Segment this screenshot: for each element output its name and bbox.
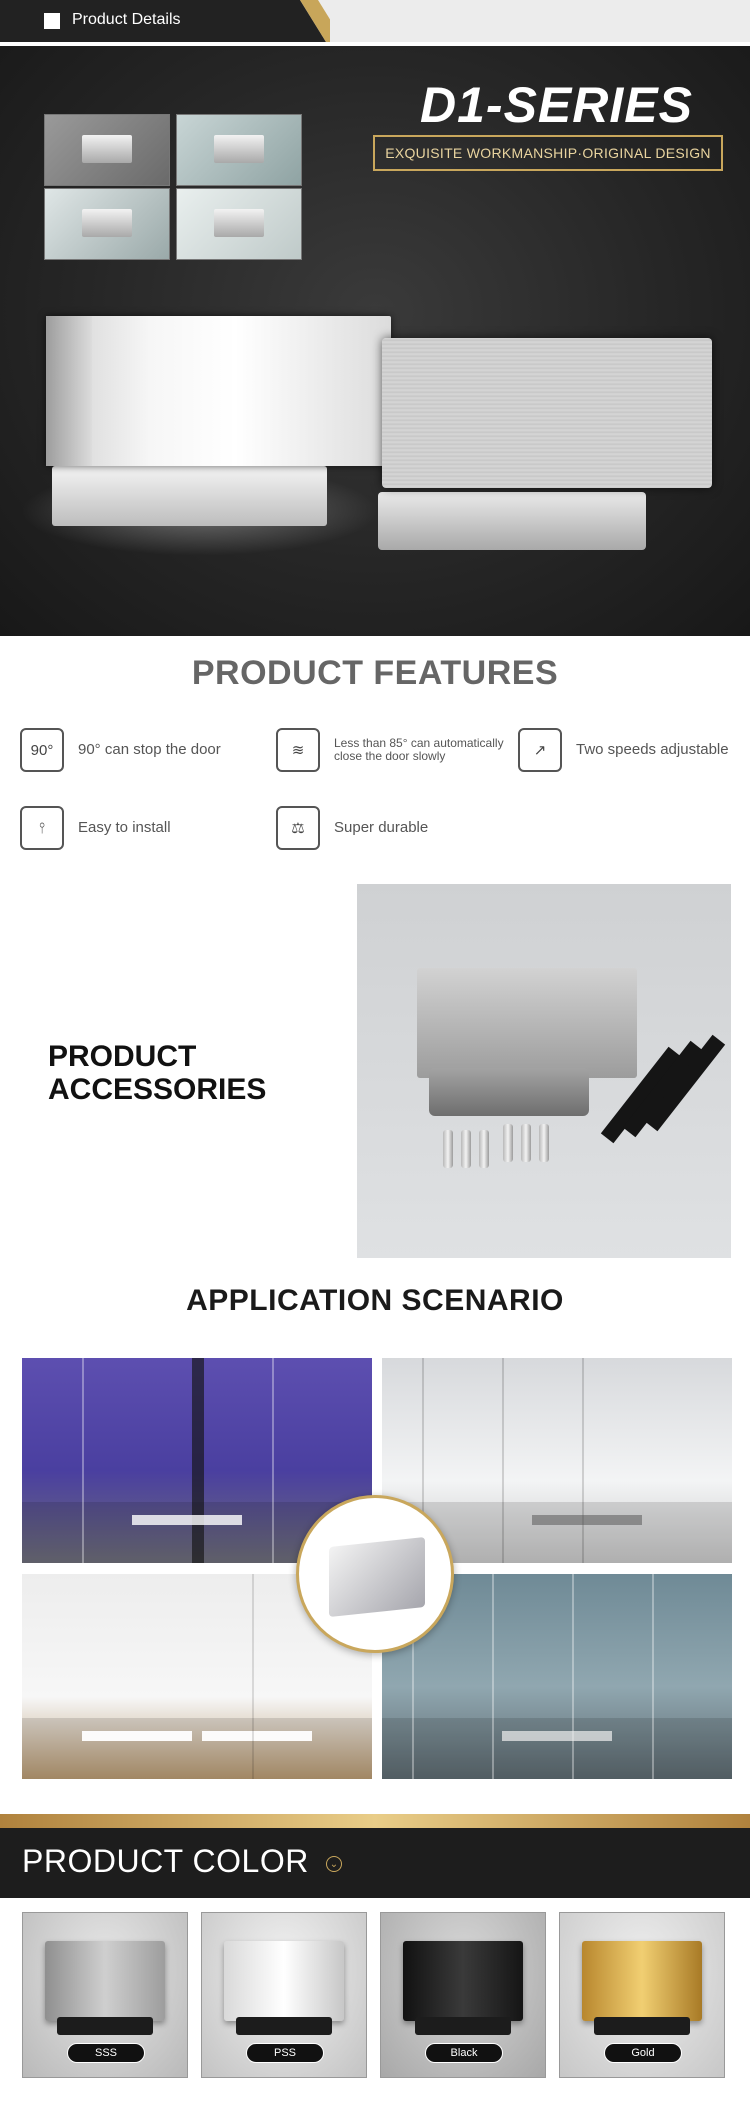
feature-item <box>20 806 171 850</box>
accessory-screw <box>503 1124 513 1162</box>
product-badge-image <box>329 1537 425 1617</box>
hero-tagline-text: EXQUISITE WORKMANSHIP·ORIGINAL DESIGN <box>385 145 711 161</box>
hero-thumbnail <box>44 114 170 186</box>
color-option-sss[interactable] <box>22 1912 188 2078</box>
top-tab-bar <box>0 0 750 42</box>
product-image-polished <box>46 316 391 466</box>
color-label: PSS <box>246 2043 324 2063</box>
hero-thumbnail <box>176 188 302 260</box>
color-label: SSS <box>67 2043 145 2063</box>
product-image <box>224 1941 344 2021</box>
tab-label: Product Details <box>72 11 181 28</box>
weight-icon: ⚖ <box>276 806 320 850</box>
chevron-down-icon: ⌄ <box>326 1856 342 1872</box>
accessories-photo <box>357 884 731 1258</box>
color-option-black[interactable] <box>380 1912 546 2078</box>
screwdriver-icon: ⫯ <box>20 806 64 850</box>
accessories-title-line2: ACCESSORIES <box>48 1073 267 1106</box>
accessory-screw <box>461 1130 471 1168</box>
product-image-base <box>236 2017 332 2035</box>
product-image-base <box>57 2017 153 2035</box>
hero-tagline <box>373 135 723 171</box>
hero-title: D1-SERIES <box>420 77 693 133</box>
accessory-cover-plate <box>429 1068 589 1116</box>
hero-banner <box>0 46 750 636</box>
product-image-base <box>415 2017 511 2035</box>
product-image <box>403 1941 523 2021</box>
feature-item <box>20 728 221 772</box>
product-image-side <box>46 316 92 466</box>
accessory-screw <box>479 1130 489 1168</box>
product-image <box>45 1941 165 2021</box>
hero-thumbnail <box>44 188 170 260</box>
product-image <box>582 1941 702 2021</box>
color-label: Gold <box>604 2043 682 2063</box>
accessory-screw <box>443 1130 453 1168</box>
color-option-gold[interactable] <box>559 1912 725 2078</box>
product-image-base <box>52 466 327 526</box>
color-title: PRODUCT COLOR <box>22 1843 309 1879</box>
application-title: APPLICATION SCENARIO <box>186 1284 564 1317</box>
gold-divider <box>0 1814 750 1828</box>
feature-label: Easy to install <box>78 818 171 836</box>
product-image-base <box>594 2017 690 2035</box>
feature-label: Two speeds adjustable <box>576 740 729 758</box>
accessory-screw <box>539 1124 549 1162</box>
accessory-housing <box>417 968 637 1078</box>
accessory-screw <box>521 1124 531 1162</box>
accessories-title-line1: PRODUCT <box>48 1040 197 1073</box>
feature-item <box>276 728 534 772</box>
accessories-title <box>48 1040 266 1106</box>
feature-label: Less than 85° can automatically close the door slowly <box>334 735 504 763</box>
color-label: Black <box>425 2043 503 2063</box>
angle-90-icon: 90° <box>20 728 64 772</box>
feature-item <box>518 728 729 772</box>
speed-chart-icon: ↗ <box>518 728 562 772</box>
feature-label: 90° can stop the door <box>78 740 221 758</box>
features-title: PRODUCT FEATURES <box>191 654 559 692</box>
feature-item <box>276 806 428 850</box>
product-image-base <box>378 492 646 550</box>
color-option-pss[interactable] <box>201 1912 367 2078</box>
product-badge <box>296 1495 454 1653</box>
feature-label: Super durable <box>334 818 429 836</box>
product-image-brushed <box>382 338 712 488</box>
square-icon <box>44 13 60 29</box>
wave-icon: ≋ <box>276 728 320 772</box>
hero-thumbnail <box>176 114 302 186</box>
